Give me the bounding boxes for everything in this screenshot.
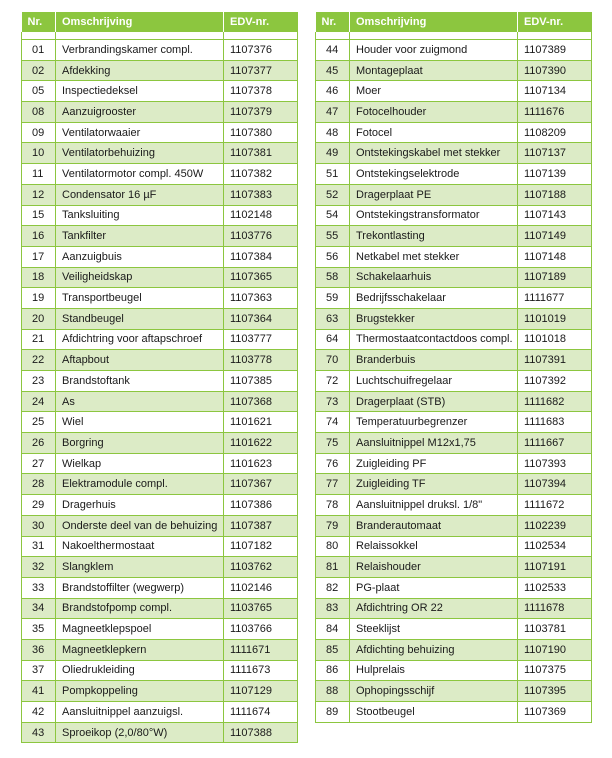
part-number: 81 <box>316 557 350 578</box>
table-row <box>316 412 592 433</box>
part-number: 75 <box>316 433 350 454</box>
part-number: 11 <box>22 164 56 185</box>
part-description: Stootbeugel <box>350 702 518 723</box>
edv-number: 1107391 <box>518 350 592 371</box>
table-row <box>316 619 592 640</box>
part-number: 51 <box>316 164 350 185</box>
part-description: Fotocel <box>350 122 518 143</box>
part-number: 73 <box>316 391 350 412</box>
part-description: Brugstekker <box>350 308 518 329</box>
edv-number: 1103765 <box>224 598 298 619</box>
edv-number: 1107365 <box>224 267 298 288</box>
edv-number: 1103776 <box>224 226 298 247</box>
part-description: Tankfilter <box>56 226 224 247</box>
part-description: Onderste deel van de behuizing <box>56 515 224 536</box>
table-row <box>316 164 592 185</box>
edv-number: 1107369 <box>518 702 592 723</box>
header-nr: Nr. <box>316 12 350 32</box>
table-row <box>22 660 298 681</box>
part-description: Steeklijst <box>350 619 518 640</box>
part-number: 01 <box>22 40 56 61</box>
part-description: Dragerplaat (STB) <box>350 391 518 412</box>
table-row <box>22 371 298 392</box>
part-description: Verbrandingskamer compl. <box>56 40 224 61</box>
edv-number: 1107379 <box>224 102 298 123</box>
part-description: Wielkap <box>56 453 224 474</box>
edv-number: 1111677 <box>518 288 592 309</box>
table-row <box>316 371 592 392</box>
part-description: Elektramodule compl. <box>56 474 224 495</box>
edv-number: 1111667 <box>518 433 592 454</box>
table-row <box>22 453 298 474</box>
table-row <box>22 722 298 743</box>
edv-number: 1111672 <box>518 495 592 516</box>
part-description: Veiligheidskap <box>56 267 224 288</box>
edv-number: 1101622 <box>224 433 298 454</box>
table-row <box>316 40 592 61</box>
part-number: 63 <box>316 308 350 329</box>
part-number: 35 <box>22 619 56 640</box>
part-number: 34 <box>22 598 56 619</box>
part-number: 29 <box>22 495 56 516</box>
table-header <box>22 12 298 32</box>
table-row <box>316 681 592 702</box>
part-description: Aftapbout <box>56 350 224 371</box>
table-row <box>316 660 592 681</box>
edv-number: 1107189 <box>518 267 592 288</box>
part-number: 41 <box>22 681 56 702</box>
table-row <box>316 557 592 578</box>
part-description: Inspectiedeksel <box>56 81 224 102</box>
part-number: 28 <box>22 474 56 495</box>
part-number: 70 <box>316 350 350 371</box>
edv-number: 1101623 <box>224 453 298 474</box>
edv-number: 1107139 <box>518 164 592 185</box>
edv-number: 1107364 <box>224 308 298 329</box>
table-row <box>316 577 592 598</box>
part-description: Afdichtring voor aftapschroef <box>56 329 224 350</box>
edv-number: 1103762 <box>224 557 298 578</box>
edv-number: 1107378 <box>224 81 298 102</box>
part-description: Afdichtring OR 22 <box>350 598 518 619</box>
table-row <box>22 122 298 143</box>
part-description: Ventilatorbehuizing <box>56 143 224 164</box>
table-row <box>22 143 298 164</box>
edv-number: 1107381 <box>224 143 298 164</box>
table-row <box>316 515 592 536</box>
edv-number: 1107137 <box>518 143 592 164</box>
table-row <box>22 474 298 495</box>
table-row <box>22 639 298 660</box>
part-number: 26 <box>22 433 56 454</box>
part-description: Wiel <box>56 412 224 433</box>
table-row <box>22 102 298 123</box>
part-description: Luchtschuifregelaar <box>350 371 518 392</box>
edv-number: 1107367 <box>224 474 298 495</box>
part-number: 54 <box>316 205 350 226</box>
part-number: 44 <box>316 40 350 61</box>
header-spacer <box>22 32 298 40</box>
part-number: 24 <box>22 391 56 412</box>
edv-number: 1111676 <box>518 102 592 123</box>
part-number: 32 <box>22 557 56 578</box>
part-description: Houder voor zuigmond <box>350 40 518 61</box>
edv-number: 1103778 <box>224 350 298 371</box>
edv-number: 1107380 <box>224 122 298 143</box>
part-description: Ventilatorwaaier <box>56 122 224 143</box>
table-row <box>316 495 592 516</box>
edv-number: 1111682 <box>518 391 592 412</box>
part-number: 27 <box>22 453 56 474</box>
edv-number: 1111678 <box>518 598 592 619</box>
part-description: Transportbeugel <box>56 288 224 309</box>
table-row <box>22 329 298 350</box>
edv-number: 1111674 <box>224 702 298 723</box>
part-description: Aansluitnippel druksl. 1/8" <box>350 495 518 516</box>
header-description: Omschrijving <box>56 12 224 32</box>
part-description: Relaishouder <box>350 557 518 578</box>
edv-number: 1107394 <box>518 474 592 495</box>
table-row <box>316 184 592 205</box>
part-number: 08 <box>22 102 56 123</box>
part-description: Hulprelais <box>350 660 518 681</box>
table-row <box>22 308 298 329</box>
table-row <box>22 412 298 433</box>
table-row <box>22 515 298 536</box>
part-description: Aanzuigrooster <box>56 102 224 123</box>
part-number: 49 <box>316 143 350 164</box>
edv-number: 1107393 <box>518 453 592 474</box>
edv-number: 1102148 <box>224 205 298 226</box>
part-number: 20 <box>22 308 56 329</box>
part-description: Aansluitnippel aanzuigsl. <box>56 702 224 723</box>
part-description: Magneetklepspoel <box>56 619 224 640</box>
part-description: Aansluitnippel M12x1,75 <box>350 433 518 454</box>
part-number: 18 <box>22 267 56 288</box>
part-description: Pompkoppeling <box>56 681 224 702</box>
edv-number: 1107390 <box>518 60 592 81</box>
part-number: 89 <box>316 702 350 723</box>
edv-number: 1107182 <box>224 536 298 557</box>
edv-number: 1107383 <box>224 184 298 205</box>
table-row <box>22 205 298 226</box>
table-row <box>316 350 592 371</box>
part-number: 02 <box>22 60 56 81</box>
edv-number: 1107395 <box>518 681 592 702</box>
part-description: Moer <box>350 81 518 102</box>
edv-number: 1107375 <box>518 660 592 681</box>
edv-number: 1108209 <box>518 122 592 143</box>
edv-number: 1101019 <box>518 308 592 329</box>
part-description: Condensator 16 µF <box>56 184 224 205</box>
part-description: Temperatuurbegrenzer <box>350 412 518 433</box>
table-row <box>316 288 592 309</box>
edv-number: 1107389 <box>518 40 592 61</box>
table-row <box>22 184 298 205</box>
part-description: Afdichting behuizing <box>350 639 518 660</box>
table-row <box>22 350 298 371</box>
part-number: 83 <box>316 598 350 619</box>
parts-table-right <box>315 12 592 723</box>
part-description: Fotocelhouder <box>350 102 518 123</box>
part-number: 09 <box>22 122 56 143</box>
table-row <box>316 246 592 267</box>
table-row <box>22 164 298 185</box>
table-row <box>316 329 592 350</box>
part-description: Ontstekingskabel met stekker <box>350 143 518 164</box>
part-description: Ventilatormotor compl. 450W <box>56 164 224 185</box>
table-row <box>316 226 592 247</box>
table-row <box>22 577 298 598</box>
part-number: 19 <box>22 288 56 309</box>
table-row <box>22 60 298 81</box>
part-number: 76 <box>316 453 350 474</box>
table-row <box>316 308 592 329</box>
part-number: 79 <box>316 515 350 536</box>
part-number: 85 <box>316 639 350 660</box>
edv-number: 1107387 <box>224 515 298 536</box>
header-edv: EDV-nr. <box>224 12 298 32</box>
table-row <box>316 102 592 123</box>
table-row <box>316 205 592 226</box>
edv-number: 1107376 <box>224 40 298 61</box>
edv-number: 1107382 <box>224 164 298 185</box>
part-number: 22 <box>22 350 56 371</box>
edv-number: 1107190 <box>518 639 592 660</box>
table-row <box>316 433 592 454</box>
table-row <box>22 267 298 288</box>
part-description: Ontstekingstransformator <box>350 205 518 226</box>
table-row <box>316 391 592 412</box>
part-description: Brandstoftank <box>56 371 224 392</box>
table-row <box>22 246 298 267</box>
edv-number: 1107385 <box>224 371 298 392</box>
header-edv: EDV-nr. <box>518 12 592 32</box>
part-description: Branderautomaat <box>350 515 518 536</box>
table-row <box>316 536 592 557</box>
part-number: 72 <box>316 371 350 392</box>
edv-number: 1107386 <box>224 495 298 516</box>
part-description: Dragerhuis <box>56 495 224 516</box>
part-description: Zuigleiding PF <box>350 453 518 474</box>
part-description: Trekontlasting <box>350 226 518 247</box>
part-description: Relaissokkel <box>350 536 518 557</box>
table-header <box>316 12 592 32</box>
part-number: 33 <box>22 577 56 598</box>
part-number: 86 <box>316 660 350 681</box>
edv-number: 1101018 <box>518 329 592 350</box>
parts-table-left <box>21 12 298 743</box>
table-row <box>22 81 298 102</box>
table-row <box>22 702 298 723</box>
part-description: Oliedrukleiding <box>56 660 224 681</box>
part-number: 82 <box>316 577 350 598</box>
part-description: Bedrijfsschakelaar <box>350 288 518 309</box>
edv-number: 1107188 <box>518 184 592 205</box>
part-number: 56 <box>316 246 350 267</box>
edv-number: 1102239 <box>518 515 592 536</box>
part-number: 77 <box>316 474 350 495</box>
part-number: 23 <box>22 371 56 392</box>
table-row <box>22 598 298 619</box>
part-description: Montageplaat <box>350 60 518 81</box>
edv-number: 1107377 <box>224 60 298 81</box>
edv-number: 1111671 <box>224 639 298 660</box>
table-row <box>316 702 592 723</box>
part-number: 45 <box>316 60 350 81</box>
part-number: 55 <box>316 226 350 247</box>
part-number: 59 <box>316 288 350 309</box>
part-description: Slangklem <box>56 557 224 578</box>
part-description: Brandstofpomp compl. <box>56 598 224 619</box>
part-number: 30 <box>22 515 56 536</box>
part-number: 31 <box>22 536 56 557</box>
table-row <box>22 226 298 247</box>
table-row <box>22 288 298 309</box>
part-number: 10 <box>22 143 56 164</box>
part-number: 37 <box>22 660 56 681</box>
part-description: Ontstekingselektrode <box>350 164 518 185</box>
part-description: PG-plaat <box>350 577 518 598</box>
table-row <box>22 536 298 557</box>
part-description: Magneetklepkern <box>56 639 224 660</box>
edv-number: 1107191 <box>518 557 592 578</box>
table-row <box>22 391 298 412</box>
part-number: 05 <box>22 81 56 102</box>
edv-number: 1102534 <box>518 536 592 557</box>
table-row <box>316 453 592 474</box>
part-description: Tanksluiting <box>56 205 224 226</box>
part-number: 88 <box>316 681 350 702</box>
part-description: Aanzuigbuis <box>56 246 224 267</box>
table-row <box>22 557 298 578</box>
table-row <box>316 598 592 619</box>
part-number: 74 <box>316 412 350 433</box>
edv-number: 1107129 <box>224 681 298 702</box>
part-description: Ophopingsschijf <box>350 681 518 702</box>
edv-number: 1107384 <box>224 246 298 267</box>
edv-number: 1107363 <box>224 288 298 309</box>
part-number: 84 <box>316 619 350 640</box>
part-number: 52 <box>316 184 350 205</box>
table-row <box>316 474 592 495</box>
edv-number: 1103766 <box>224 619 298 640</box>
edv-number: 1107392 <box>518 371 592 392</box>
edv-number: 1107368 <box>224 391 298 412</box>
table-row <box>22 681 298 702</box>
part-number: 80 <box>316 536 350 557</box>
part-number: 36 <box>22 639 56 660</box>
table-row <box>316 122 592 143</box>
table-row <box>316 267 592 288</box>
part-number: 46 <box>316 81 350 102</box>
edv-number: 1107143 <box>518 205 592 226</box>
part-number: 16 <box>22 226 56 247</box>
table-row <box>316 81 592 102</box>
part-number: 58 <box>316 267 350 288</box>
part-description: Afdekking <box>56 60 224 81</box>
table-row <box>22 495 298 516</box>
part-description: Schakelaarhuis <box>350 267 518 288</box>
part-description: Branderbuis <box>350 350 518 371</box>
table-row <box>316 60 592 81</box>
edv-number: 1107134 <box>518 81 592 102</box>
edv-number: 1102533 <box>518 577 592 598</box>
part-description: Nakoelthermostaat <box>56 536 224 557</box>
part-description: Standbeugel <box>56 308 224 329</box>
edv-number: 1107148 <box>518 246 592 267</box>
part-number: 43 <box>22 722 56 743</box>
part-number: 64 <box>316 329 350 350</box>
part-description: Thermostaatcontactdoos compl. <box>350 329 518 350</box>
table-row <box>316 143 592 164</box>
part-description: Netkabel met stekker <box>350 246 518 267</box>
part-number: 17 <box>22 246 56 267</box>
table-row <box>22 433 298 454</box>
header-description: Omschrijving <box>350 12 518 32</box>
edv-number: 1107149 <box>518 226 592 247</box>
header-nr: Nr. <box>22 12 56 32</box>
part-number: 78 <box>316 495 350 516</box>
part-number: 42 <box>22 702 56 723</box>
edv-number: 1101621 <box>224 412 298 433</box>
edv-number: 1102146 <box>224 577 298 598</box>
part-number: 25 <box>22 412 56 433</box>
table-row <box>22 619 298 640</box>
table-body <box>22 32 298 743</box>
part-number: 47 <box>316 102 350 123</box>
part-description: Brandstoffilter (wegwerp) <box>56 577 224 598</box>
header-spacer <box>316 32 592 40</box>
part-number: 15 <box>22 205 56 226</box>
edv-number: 1103777 <box>224 329 298 350</box>
edv-number: 1103781 <box>518 619 592 640</box>
edv-number: 1111673 <box>224 660 298 681</box>
table-body <box>316 32 592 722</box>
part-number: 48 <box>316 122 350 143</box>
edv-number: 1107388 <box>224 722 298 743</box>
part-description: Zuigleiding TF <box>350 474 518 495</box>
part-number: 21 <box>22 329 56 350</box>
part-description: Borgring <box>56 433 224 454</box>
part-description: Sproeikop (2,0/80°W) <box>56 722 224 743</box>
part-description: Dragerplaat PE <box>350 184 518 205</box>
table-row <box>22 40 298 61</box>
table-row <box>316 639 592 660</box>
edv-number: 1111683 <box>518 412 592 433</box>
part-number: 12 <box>22 184 56 205</box>
part-description: As <box>56 391 224 412</box>
